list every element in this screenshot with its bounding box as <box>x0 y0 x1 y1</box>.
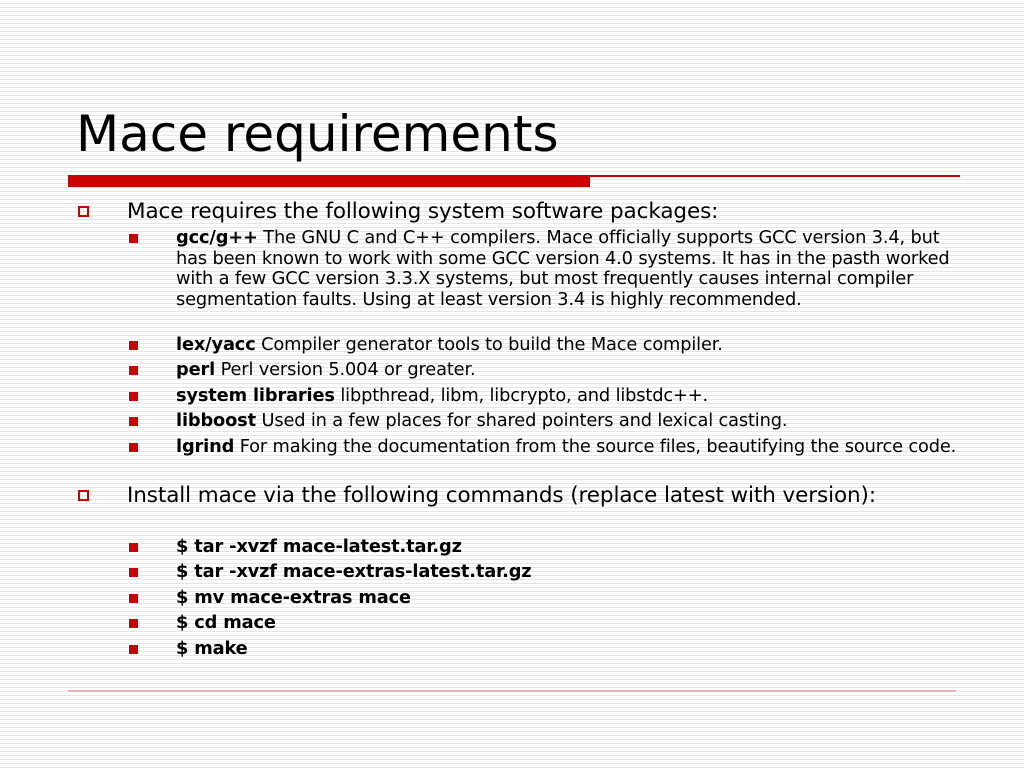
command-line: $ make <box>176 638 248 659</box>
square-bullet-icon <box>129 234 138 243</box>
section2-heading: Install mace via the following commands (replace latest with version): <box>127 483 876 508</box>
list-item <box>176 437 966 458</box>
package-name: system libraries <box>176 385 335 406</box>
section1-heading: Mace requires the following system software packages: <box>127 199 719 224</box>
title-underline-thin <box>590 175 960 177</box>
square-bullet-icon <box>129 366 138 375</box>
package-description: Used in a few places for shared pointers and lexical casting. <box>261 410 788 431</box>
square-bullet-icon <box>129 619 138 628</box>
square-bullet-icon <box>129 443 138 452</box>
command-line: $ cd mace <box>176 612 276 633</box>
square-bullet-icon <box>129 392 138 401</box>
command-line: $ tar -xvzf mace-extras-latest.tar.gz <box>176 561 532 582</box>
title-underline-thick <box>68 175 590 187</box>
square-bullet-icon <box>129 543 138 552</box>
square-bullet-icon <box>129 417 138 426</box>
list-item <box>176 228 966 310</box>
package-name: libboost <box>176 410 256 431</box>
package-description: The GNU C and C++ compilers. Mace officially supports GCC version 3.4, but has been known to work with some GCC version 4.0 systems. It has in the pasth worked with a few GCC version 3.3.X systems, but most frequently causes internal compiler segmentation faults. Using at least version 3.4 is highly recommended. <box>176 227 950 310</box>
package-name: gcc/g++ <box>176 227 258 248</box>
square-bullet-icon <box>129 341 138 350</box>
package-name: lex/yacc <box>176 334 256 355</box>
package-name: perl <box>176 359 216 380</box>
list-item <box>176 360 966 381</box>
command-line: $ tar -xvzf mace-latest.tar.gz <box>176 536 462 557</box>
package-description: For making the documentation from the source files, beautifying the source code. <box>239 436 957 457</box>
package-description: Compiler generator tools to build the Mace compiler. <box>261 334 723 355</box>
list-item <box>176 386 966 407</box>
list-item <box>176 335 966 356</box>
square-bullet-icon <box>129 645 138 654</box>
square-bullet-icon <box>129 568 138 577</box>
footer-divider <box>68 690 956 692</box>
package-description: Perl version 5.004 or greater. <box>220 359 476 380</box>
list-item <box>176 411 966 432</box>
hollow-square-bullet-icon <box>78 490 89 501</box>
package-name: lgrind <box>176 436 235 457</box>
command-line: $ mv mace-extras mace <box>176 587 411 608</box>
package-description: libpthread, libm, libcrypto, and libstdc++. <box>340 385 708 406</box>
slide-title: Mace requirements <box>76 105 559 163</box>
hollow-square-bullet-icon <box>78 206 89 217</box>
square-bullet-icon <box>129 594 138 603</box>
